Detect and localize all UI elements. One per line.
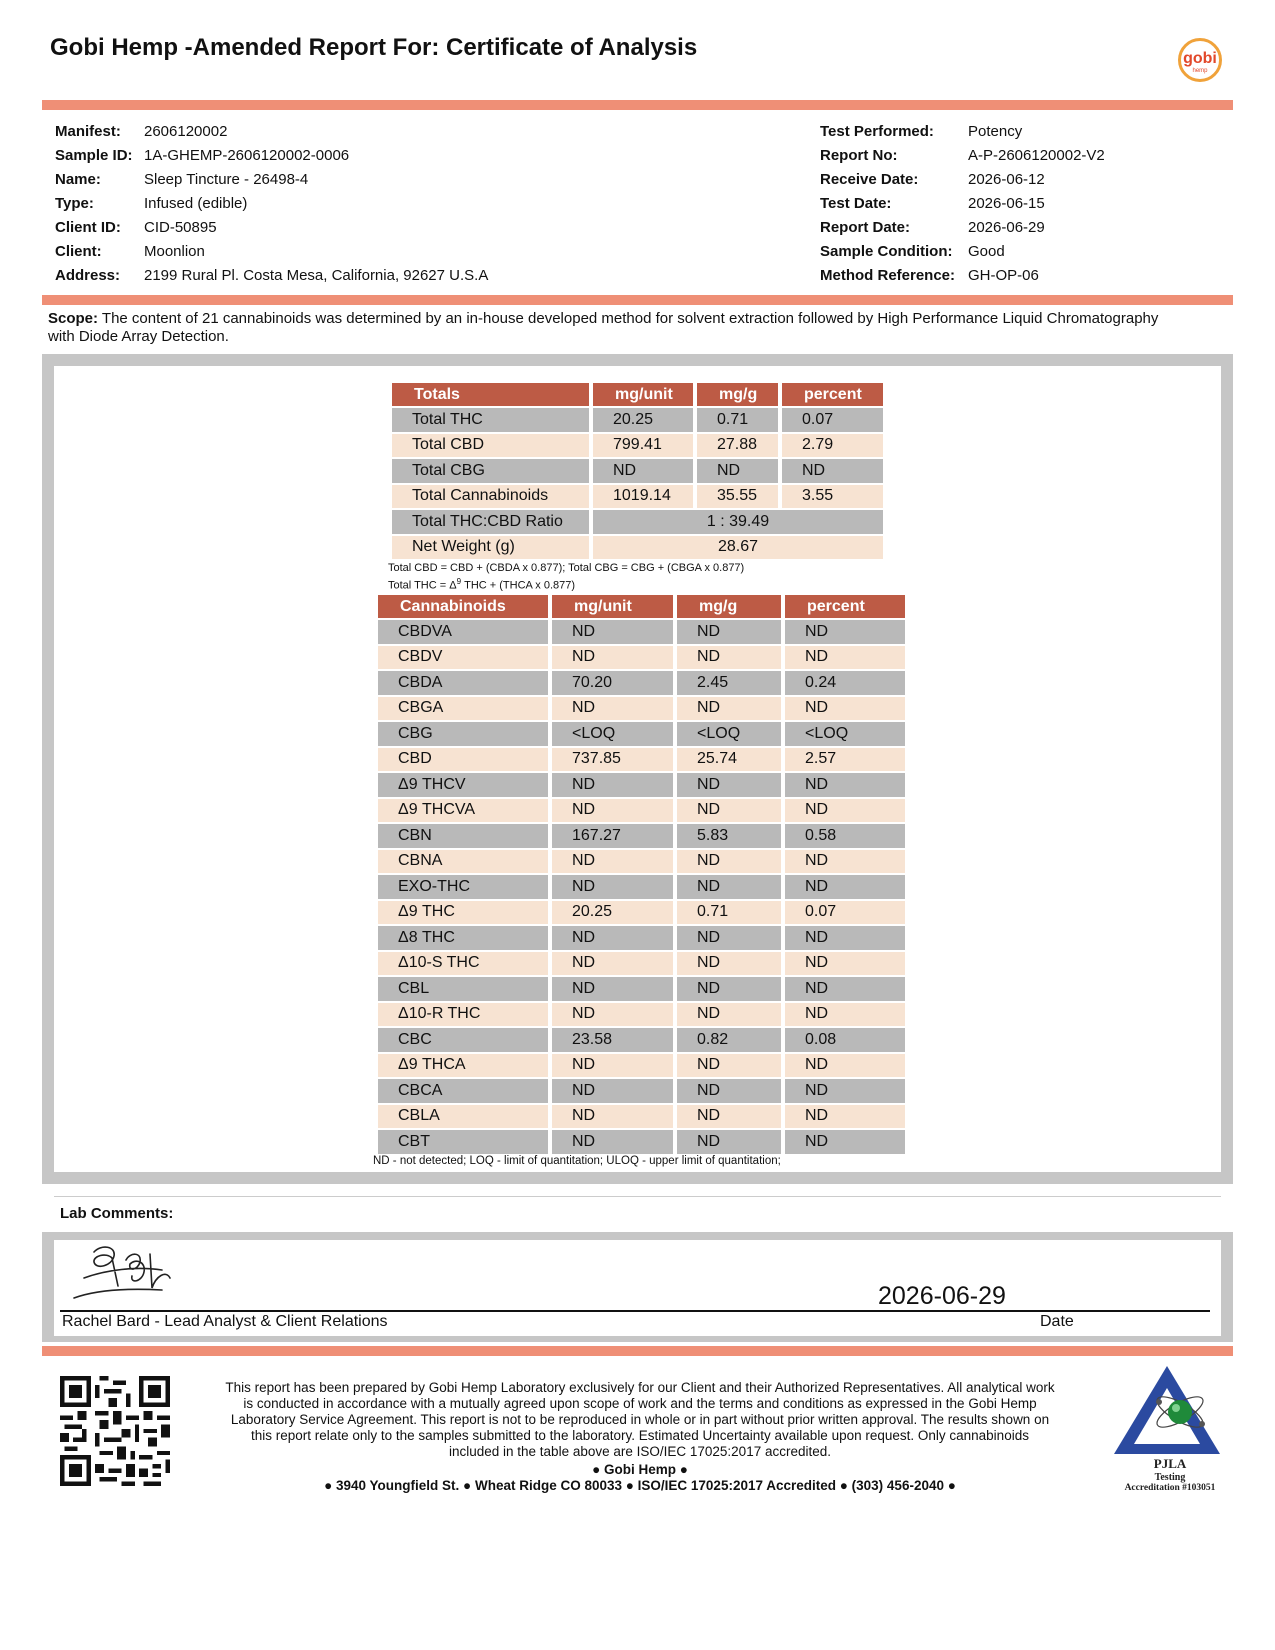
net-weight-value: 28.67 (593, 536, 883, 560)
cell: CBNA (378, 850, 548, 874)
cannabinoids-body (378, 620, 905, 1154)
pjla-accreditation-icon (1112, 1364, 1222, 1456)
cell: ND (552, 875, 673, 899)
cell: 0.07 (782, 408, 883, 432)
cell: ND (677, 1130, 781, 1154)
cell: ND (552, 1105, 673, 1129)
info-row (55, 240, 488, 264)
cell: 2.45 (677, 671, 781, 695)
cell: ND (677, 1105, 781, 1129)
header-cell: Cannabinoids (378, 595, 548, 618)
cell: Total Cannabinoids (392, 485, 589, 509)
cannabinoids-table (374, 593, 909, 1156)
note-text: THC + (THCA x 0.877) (461, 579, 576, 592)
table-row (378, 875, 905, 899)
info-left (55, 120, 488, 288)
cell: CBCA (378, 1079, 548, 1103)
cell: Total CBG (392, 459, 589, 483)
table-row (378, 1003, 905, 1027)
signatory-name: Rachel Bard - Lead Analyst & Client Relations (62, 1313, 388, 1330)
cell: 0.24 (785, 671, 905, 695)
totals-formula-note: Total CBD = CBD + (CBDA x 0.877); Total CBG = CBG + (CBGA x 0.877) (388, 562, 745, 574)
abbreviation-note: ND - not detected; LOQ - limit of quantitation; ULOQ - upper limit of quantitation; (373, 1155, 781, 1167)
cell: <LOQ (785, 722, 905, 746)
pjla-title: PJLA (1153, 1456, 1187, 1471)
cell: 737.85 (552, 748, 673, 772)
pjla-text (1110, 1456, 1230, 1493)
cell: 3.55 (782, 485, 883, 509)
cannabinoids-header-row (378, 595, 905, 618)
table-row (378, 850, 905, 874)
cell: CBD (378, 748, 548, 772)
cell: CBLA (378, 1105, 548, 1129)
info-value: A-P-2606120002-V2 (968, 147, 1105, 164)
info-value: Infused (edible) (144, 195, 248, 212)
cell: ND (552, 977, 673, 1001)
cell: Δ8 THC (378, 926, 548, 950)
cell: Δ9 THCV (378, 773, 548, 797)
table-row (378, 620, 905, 644)
cell: CBDVA (378, 620, 548, 644)
cell: CBG (378, 722, 548, 746)
info-value: 2026-06-29 (968, 219, 1045, 236)
table-row (392, 408, 883, 432)
table-row (378, 901, 905, 925)
cell: CBC (378, 1028, 548, 1052)
table-row (378, 773, 905, 797)
cell: ND (552, 952, 673, 976)
table-row (378, 722, 905, 746)
cell: ND (785, 799, 905, 823)
logo-text: gobi (1183, 50, 1217, 67)
info-value: Potency (968, 123, 1023, 140)
cell: ND (785, 773, 905, 797)
cell: 20.25 (593, 408, 693, 432)
info-row (55, 264, 488, 288)
table-row (378, 799, 905, 823)
cell: ND (785, 1105, 905, 1129)
cell: ND (677, 646, 781, 670)
info-label: Type: (55, 195, 94, 212)
table-row (392, 485, 883, 509)
mid-divider-band (42, 295, 1233, 305)
gobi-hemp-logo (1178, 38, 1222, 82)
cell: ND (677, 620, 781, 644)
info-label: Address: (55, 267, 121, 284)
cell: ND (677, 773, 781, 797)
header-cell: mg/unit (593, 383, 693, 406)
cell: 0.82 (677, 1028, 781, 1052)
cell: ND (552, 1054, 673, 1078)
info-row (55, 144, 488, 168)
cell: ND (677, 850, 781, 874)
cell: ND (552, 620, 673, 644)
info-row (820, 192, 1105, 216)
footer-disclaimer: This report has been prepared by Gobi Hemp Laboratory exclusively for our Client and their Authorized Representatives. All analytical work is conducted in accordance with a mutually agreed upon scope of work and the terms and conditions as expressed in the Gobi Hemp Laboratory Service Agreement. This report is not to be reproduced in whole or in part without prior written approval. The results shown on this report relate only to the samples submitted to the laboratory. Estimated Uncertainty available upon request. Only cannabinoids included in the table above are ISO/IEC 17025:2017 accredited. (225, 1380, 1055, 1459)
cell: CBT (378, 1130, 548, 1154)
footer-lab-name: ● Gobi Hemp ● (592, 1462, 688, 1477)
totals-header-row (392, 383, 883, 406)
cell: 167.27 (552, 824, 673, 848)
cell: ND (677, 799, 781, 823)
cell: ND (677, 875, 781, 899)
table-row (378, 1054, 905, 1078)
cell: CBDA (378, 671, 548, 695)
info-value: 2026-06-15 (968, 195, 1045, 212)
cell: Δ10-R THC (378, 1003, 548, 1027)
header-cell: Totals (392, 383, 589, 406)
net-weight-row (392, 536, 883, 560)
signature-line (60, 1310, 1210, 1312)
cell: ND (677, 952, 781, 976)
cell: ND (677, 1003, 781, 1027)
cell: ND (677, 977, 781, 1001)
cell: ND (593, 459, 693, 483)
cell: ND (677, 926, 781, 950)
info-value: 1A-GHEMP-2606120002-0006 (144, 147, 350, 164)
info-label: Client ID: (55, 219, 121, 236)
footer-address: ● 3940 Youngfield St. ● Wheat Ridge CO 80033 ● ISO/IEC 17025:2017 Accredited ● (303) 456-2040 ● (324, 1478, 956, 1493)
info-row (820, 168, 1105, 192)
cell: 2.57 (785, 748, 905, 772)
cell: ND (677, 1079, 781, 1103)
cell: ND (552, 926, 673, 950)
info-value: CID-50895 (144, 219, 217, 236)
table-row (378, 926, 905, 950)
header-cell: mg/g (697, 383, 778, 406)
info-value: Good (968, 243, 1005, 260)
cell: CBN (378, 824, 548, 848)
cell: Total THC:CBD Ratio (392, 510, 589, 534)
cell: ND (785, 646, 905, 670)
cell: ND (785, 1003, 905, 1027)
cell: <LOQ (677, 722, 781, 746)
ratio-value: 1 : 39.49 (593, 510, 883, 534)
info-row (55, 168, 488, 192)
table-row (378, 1028, 905, 1052)
header-cell: mg/g (677, 595, 781, 618)
info-row (55, 120, 488, 144)
header-cell: percent (782, 383, 883, 406)
cell: 0.71 (677, 901, 781, 925)
cell: ND (552, 773, 673, 797)
info-value: 2606120002 (144, 123, 228, 140)
info-label: Sample Condition: (820, 243, 953, 260)
cell: ND (677, 1054, 781, 1078)
table-row (378, 1079, 905, 1103)
note-sup: 9 (456, 577, 462, 586)
info-label: Manifest: (55, 123, 121, 140)
header-cell: percent (785, 595, 905, 618)
lab-comments-label: Lab Comments: (60, 1205, 174, 1222)
thc-formula-note (388, 577, 575, 592)
logo-subtext: hemp (1192, 68, 1208, 74)
info-label: Client: (55, 243, 102, 260)
cell: 5.83 (677, 824, 781, 848)
cell: ND (552, 697, 673, 721)
qr-code-icon (60, 1376, 170, 1486)
cell: 25.74 (677, 748, 781, 772)
info-value: 2026-06-12 (968, 171, 1045, 188)
info-label: Name: (55, 171, 101, 188)
cell: Δ10-S THC (378, 952, 548, 976)
cell: 70.20 (552, 671, 673, 695)
pjla-accreditation: Accreditation #103051 (1124, 1483, 1216, 1493)
info-label: Test Performed: (820, 123, 934, 140)
cell: 35.55 (697, 485, 778, 509)
cell: CBDV (378, 646, 548, 670)
lab-comments-box (54, 1196, 1221, 1229)
info-label: Receive Date: (820, 171, 919, 188)
table-row (378, 952, 905, 976)
cell: ND (785, 1054, 905, 1078)
info-row (820, 144, 1105, 168)
table-row (378, 671, 905, 695)
cell: 1019.14 (593, 485, 693, 509)
cell: 27.88 (697, 434, 778, 458)
cell: ND (552, 1079, 673, 1103)
cell: ND (552, 646, 673, 670)
cell: Total THC (392, 408, 589, 432)
info-row (820, 240, 1105, 264)
info-value: GH-OP-06 (968, 267, 1039, 284)
cell: 0.58 (785, 824, 905, 848)
info-right (820, 120, 1105, 288)
table-row (378, 748, 905, 772)
cell: ND (552, 850, 673, 874)
cell: ND (785, 977, 905, 1001)
cell: 23.58 (552, 1028, 673, 1052)
cell: ND (785, 875, 905, 899)
table-row (378, 1105, 905, 1129)
cell: ND (785, 697, 905, 721)
scope-label: Scope: (48, 310, 99, 327)
signature-image (66, 1240, 176, 1308)
cell: 0.71 (697, 408, 778, 432)
note-text: Total THC = Δ (388, 579, 457, 592)
info-label: Test Date: (820, 195, 892, 212)
cell: CBL (378, 977, 548, 1001)
scope-body: The content of 21 cannabinoids was determined by an in-house developed method for solvent extraction followed by High Performance Liquid Chromatography with Diode Array Detection. (48, 310, 1159, 345)
table-row (392, 434, 883, 458)
table-row (378, 697, 905, 721)
header-cell: mg/unit (552, 595, 673, 618)
cell: ND (552, 1003, 673, 1027)
report-title: Gobi Hemp -Amended Report For: Certificate of Analysis (50, 34, 698, 61)
pjla-testing: Testing (1154, 1472, 1186, 1483)
cell: ND (785, 850, 905, 874)
cell: ND (785, 926, 905, 950)
ratio-row (392, 510, 883, 534)
cell: ND (785, 1130, 905, 1154)
cell: 20.25 (552, 901, 673, 925)
scope-text (48, 310, 1178, 346)
cell: 2.79 (782, 434, 883, 458)
table-row (378, 824, 905, 848)
cell: 799.41 (593, 434, 693, 458)
date-label: Date (1040, 1313, 1074, 1330)
cell: ND (697, 459, 778, 483)
table-row (378, 646, 905, 670)
info-label: Report Date: (820, 219, 911, 236)
table-row (378, 977, 905, 1001)
cell: ND (552, 799, 673, 823)
cell: ND (677, 697, 781, 721)
cell: ND (785, 952, 905, 976)
info-row (55, 192, 488, 216)
info-value: 2199 Rural Pl. Costa Mesa, California, 92627 U.S.A (144, 267, 489, 284)
cell: ND (782, 459, 883, 483)
info-value: Moonlion (144, 243, 205, 260)
info-value: Sleep Tincture - 26498-4 (144, 171, 309, 188)
cell: Δ9 THCVA (378, 799, 548, 823)
cell: ND (785, 620, 905, 644)
top-divider-band (42, 100, 1233, 110)
cell: Net Weight (g) (392, 536, 589, 560)
info-row (820, 216, 1105, 240)
info-row (55, 216, 488, 240)
cell: EXO-THC (378, 875, 548, 899)
cell: 0.07 (785, 901, 905, 925)
cell: ND (785, 1079, 905, 1103)
cell: CBGA (378, 697, 548, 721)
cell: Δ9 THC (378, 901, 548, 925)
signature-date: 2026-06-29 (878, 1282, 1006, 1310)
cell: Total CBD (392, 434, 589, 458)
info-label: Sample ID: (55, 147, 133, 164)
info-row (820, 120, 1105, 144)
table-row (392, 459, 883, 483)
info-label: Method Reference: (820, 267, 956, 284)
footer-lab-info (225, 1462, 1055, 1494)
cell: 0.08 (785, 1028, 905, 1052)
table-row (378, 1130, 905, 1154)
info-row (820, 264, 1105, 288)
cell: Δ9 THCA (378, 1054, 548, 1078)
info-label: Report No: (820, 147, 898, 164)
totals-table (388, 381, 887, 561)
bottom-divider-band (42, 1346, 1233, 1356)
cell: <LOQ (552, 722, 673, 746)
cell: ND (552, 1130, 673, 1154)
